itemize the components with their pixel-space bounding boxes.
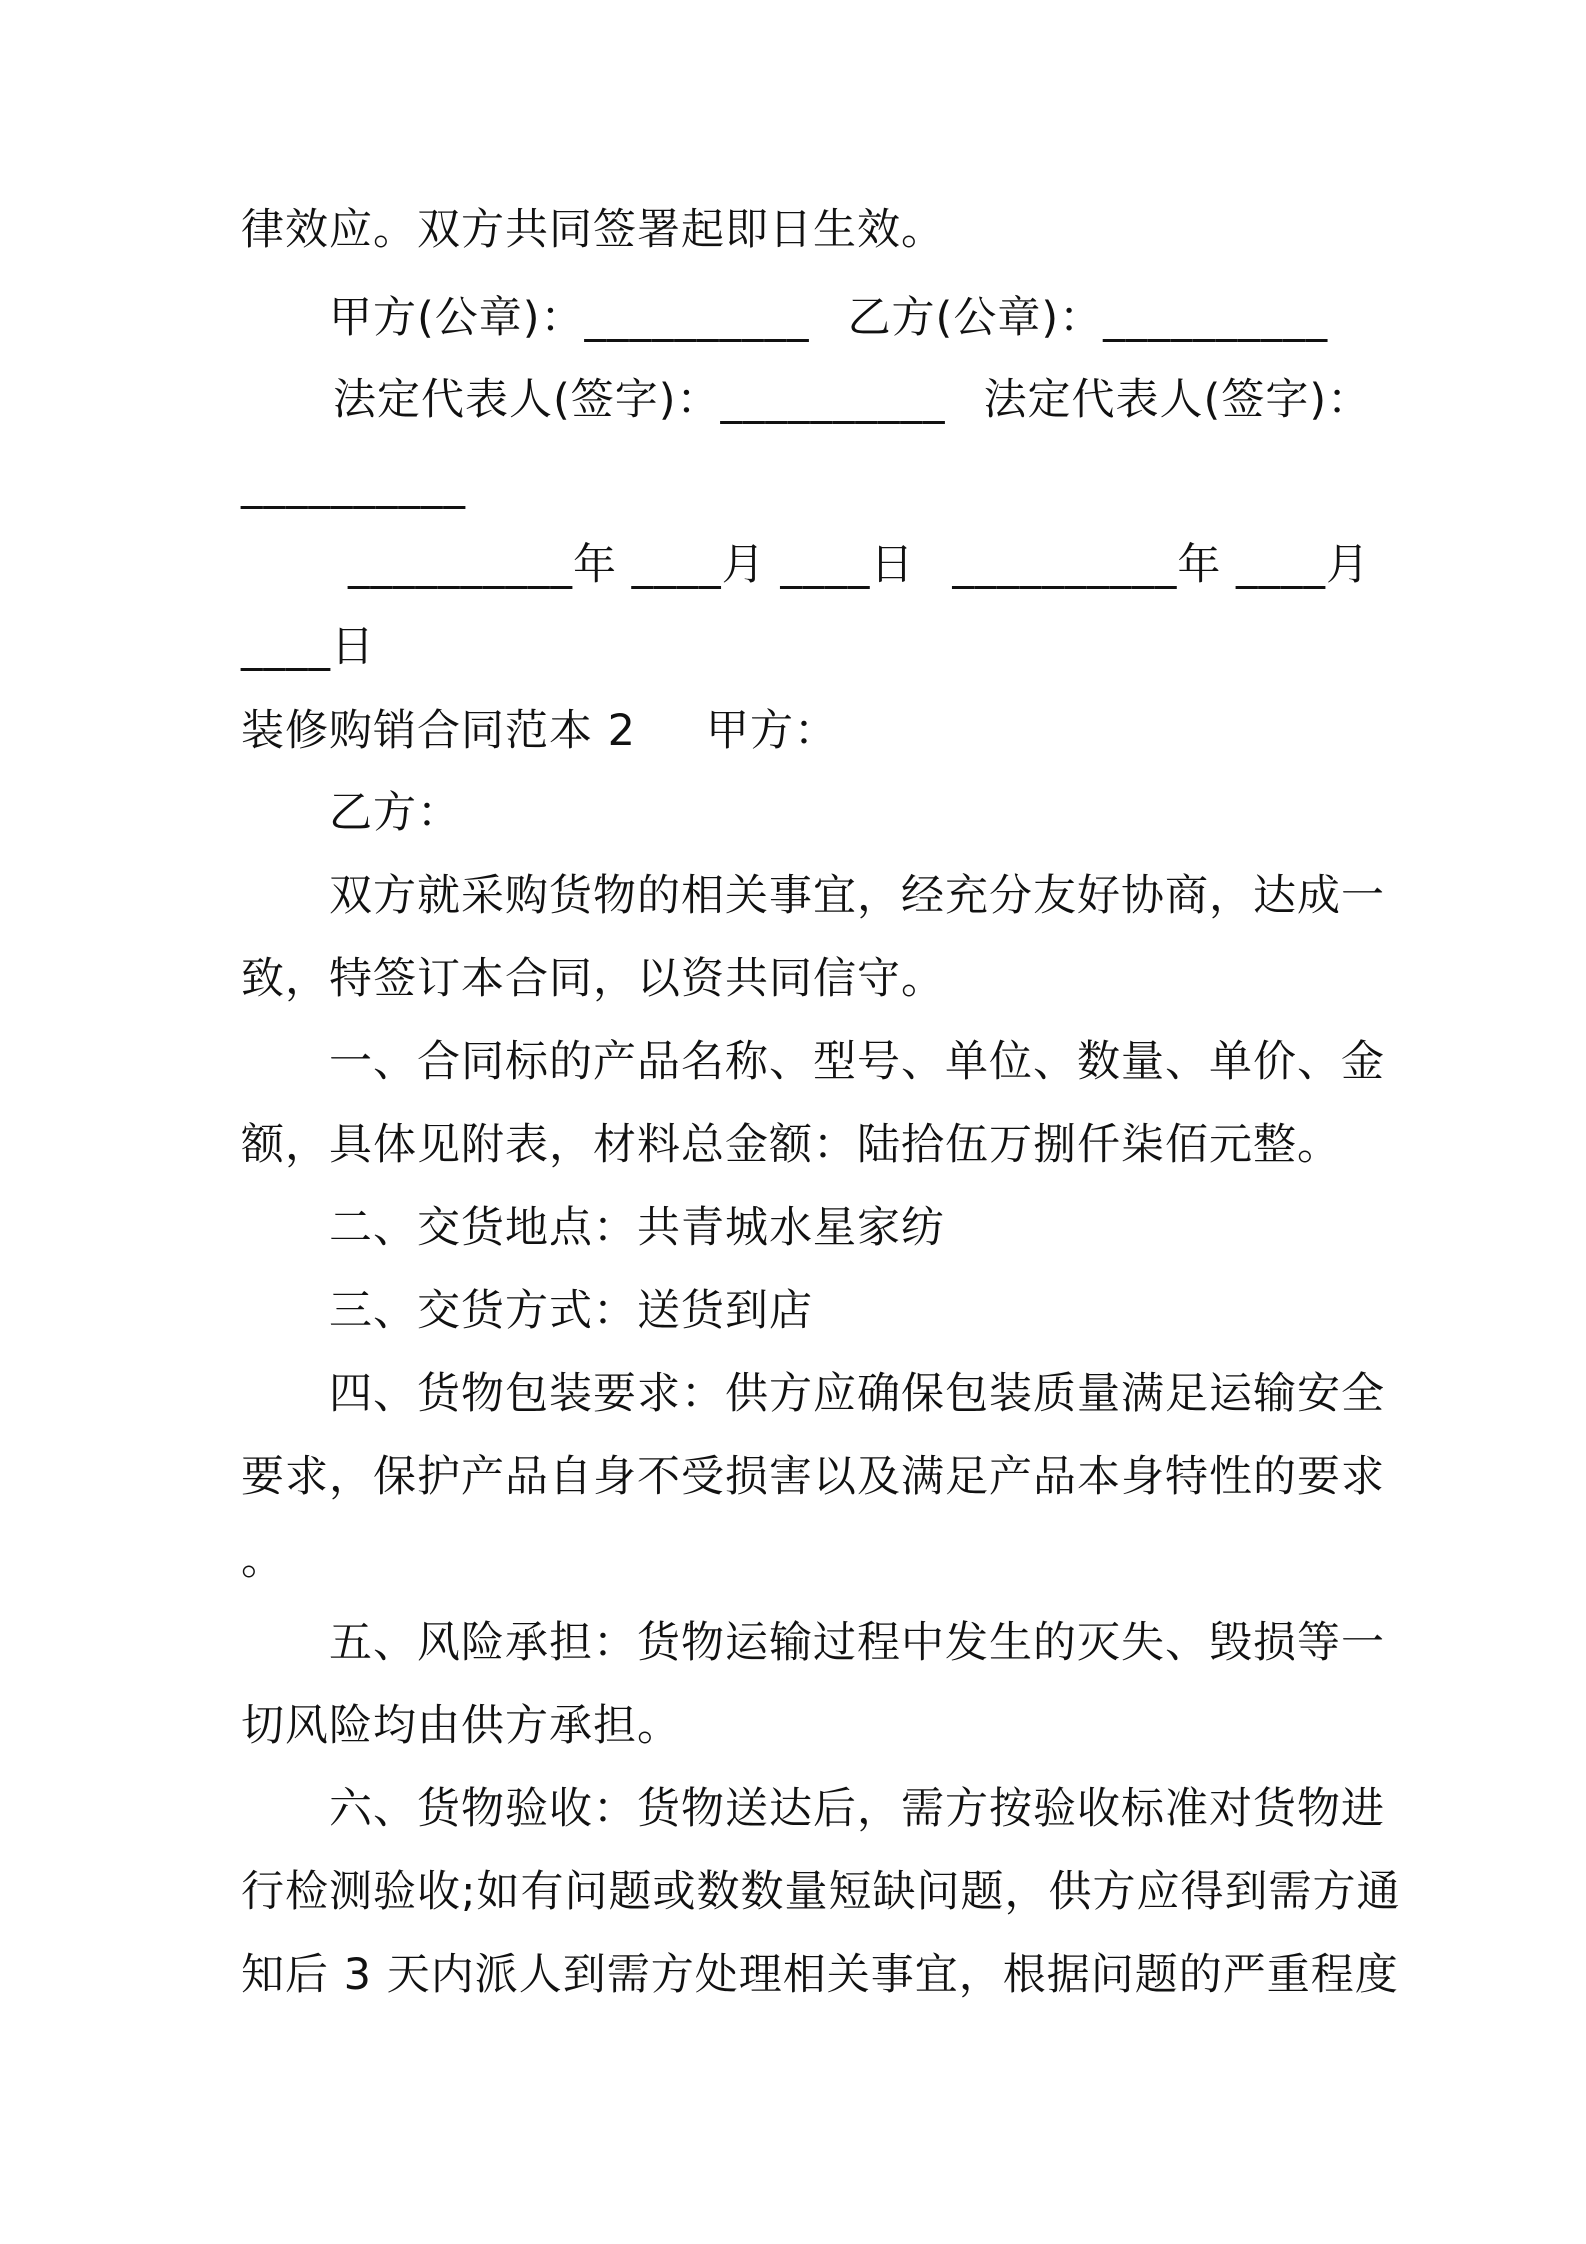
paragraph-line: [241, 949, 1351, 1009]
date-line: [348, 535, 1458, 595]
text-span: 律效应。双方共同签署起即日生效。: [241, 205, 945, 255]
party-a-seal-field: 甲方(公章)：__________: [329, 293, 810, 343]
text-line: [241, 200, 1351, 260]
text-span: 双方就采购货物的相关事宜，经充分友好协商，达成一: [329, 871, 1385, 921]
paragraph-line: [241, 1945, 1399, 2005]
paragraph-line: [241, 1862, 1401, 1922]
paragraph-line: [329, 1032, 1439, 1092]
party-a-legal-rep-field: 法定代表人(签字)：__________: [333, 375, 946, 425]
text-line: [241, 617, 1351, 677]
text-span: 二、交货地点：共青城水星家纺: [329, 1203, 945, 1253]
paragraph-line: [241, 1530, 1351, 1590]
text-span: 六、货物验收：货物送达后，需方按验收标准对货物进: [329, 1784, 1385, 1834]
paragraph-line: [329, 1779, 1439, 1839]
paragraph-line: [329, 1281, 1439, 1341]
party-b-date-day: ____日: [241, 622, 375, 672]
text-span: 知后 3 天内派人到需方处理相关事宜，根据问题的严重程度: [241, 1950, 1399, 2000]
party-b-date-field: __________年 ____月: [952, 540, 1371, 590]
text-span: 五、风险承担：货物运输过程中发生的灭失、毁损等一: [329, 1618, 1385, 1668]
paragraph-line: [241, 1447, 1385, 1507]
paragraph-line: [329, 1613, 1439, 1673]
paragraph-line: [329, 866, 1439, 926]
paragraph-line: [329, 1364, 1439, 1424]
paragraph-line: [241, 1115, 1351, 1175]
party-b-label: 乙方：: [329, 788, 461, 838]
text-span: 三、交货方式：送货到店: [329, 1286, 813, 1336]
party-a-label: 甲方：: [706, 706, 839, 756]
signature-line-party-seals: [329, 288, 1439, 348]
text-line: [329, 783, 1439, 843]
section-heading-line: [241, 701, 1351, 761]
text-span: 要求，保护产品自身不受损害以及满足产品本身特性的要求: [241, 1452, 1385, 1502]
party-b-seal-field: 乙方(公章)：__________: [847, 293, 1329, 343]
text-line: [241, 455, 1351, 515]
text-span: 行检测验收;如有问题或数数量短缺问题，供方应得到需方通: [241, 1867, 1401, 1917]
contract-title: 装修购销合同范本 2: [241, 706, 637, 756]
party-a-date-field: __________年 ____月 ____日: [348, 540, 915, 590]
text-span: 额，具体见附表，材料总金额：陆拾伍万捌仟柒佰元整。: [241, 1120, 1341, 1170]
signature-line-legal-rep: [333, 370, 1443, 430]
text-span: 四、货物包装要求：供方应确保包装质量满足运输安全: [329, 1369, 1385, 1419]
party-b-legal-rep-label: 法定代表人(签字)：: [983, 375, 1372, 425]
text-span: 切风险均由供方承担。: [241, 1701, 681, 1751]
text-span: 一、合同标的产品名称、型号、单位、数量、单价、金: [329, 1037, 1385, 1087]
text-span: 。: [241, 1535, 285, 1585]
text-span: 致，特签订本合同，以资共同信守。: [241, 954, 945, 1004]
paragraph-line: [329, 1198, 1439, 1258]
party-b-legal-rep-blank: __________: [241, 460, 466, 510]
paragraph-line: [241, 1696, 1351, 1756]
